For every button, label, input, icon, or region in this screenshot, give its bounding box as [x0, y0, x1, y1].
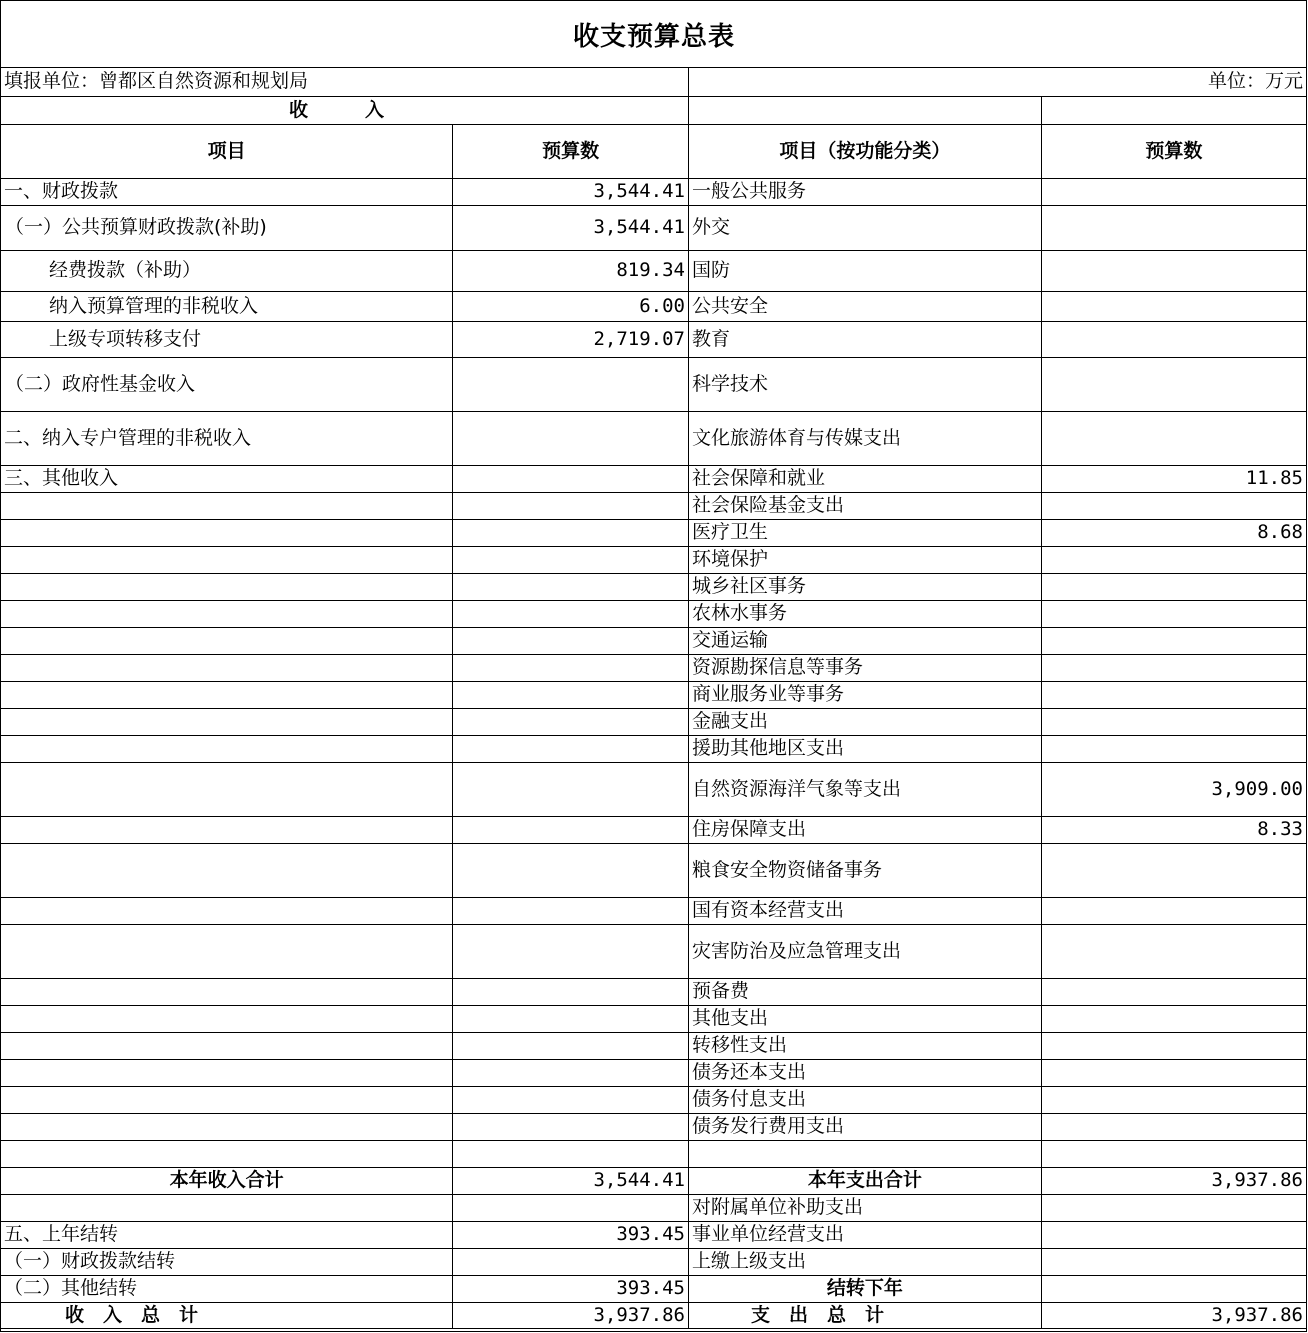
- expense-item: 文化旅游体育与传媒支出: [688, 411, 1041, 465]
- table-row: [1, 519, 1306, 546]
- income-item: 一、财政拨款: [1, 178, 453, 205]
- expense-item: 金融支出: [688, 708, 1041, 735]
- income-amount: [453, 1140, 689, 1167]
- expense-item: 国防: [688, 250, 1041, 291]
- expense-item: 住房保障支出: [688, 816, 1041, 843]
- income-amount: 3,544.41: [453, 178, 689, 205]
- grand-total-row: [1, 1302, 1306, 1328]
- income-grand-total-label: 收 入 总 计: [1, 1302, 453, 1328]
- table-row: [1, 411, 1306, 465]
- expense-amount: [1041, 1113, 1306, 1140]
- subsidy-label: 对附属单位补助支出: [688, 1194, 1041, 1221]
- expense-item: 债务付息支出: [688, 1086, 1041, 1113]
- income-grand-total-value: 3,937.86: [453, 1302, 689, 1328]
- expense-item: 公共安全: [688, 291, 1041, 321]
- income-amount: [453, 816, 689, 843]
- income-amount: [453, 465, 689, 492]
- expense-amount: [1041, 321, 1306, 357]
- expense-amount: [1041, 1086, 1306, 1113]
- blank-cell: [1041, 1221, 1306, 1248]
- expense-amount: [1041, 492, 1306, 519]
- table-row: [1, 978, 1306, 1005]
- expense-item: 农林水事务: [688, 600, 1041, 627]
- table-row: [1, 708, 1306, 735]
- expense-amount: 11.85: [1041, 465, 1306, 492]
- income-amount: [453, 1086, 689, 1113]
- expense-amount: 3,909.00: [1041, 762, 1306, 816]
- table-row: [1, 1005, 1306, 1032]
- income-item: [1, 735, 453, 762]
- col-expense-amount: 预算数: [1041, 124, 1306, 178]
- expense-item: 一般公共服务: [688, 178, 1041, 205]
- income-item: [1, 1005, 453, 1032]
- expense-item: 转移性支出: [688, 1032, 1041, 1059]
- subsidy-row: [1, 1194, 1306, 1221]
- expense-item: 环境保护: [688, 546, 1041, 573]
- expense-grand-total-value: 3,937.86: [1041, 1302, 1306, 1328]
- expense-amount: [1041, 178, 1306, 205]
- fill-unit-label: 填报单位：曾都区自然资源和规划局: [1, 68, 688, 96]
- income-item: [1, 519, 453, 546]
- income-amount: 3,544.41: [453, 205, 689, 250]
- income-amount: [453, 978, 689, 1005]
- carry-label: 五、上年结转: [1, 1221, 453, 1248]
- carry-fiscal-label: （一）财政拨款结转: [1, 1248, 453, 1275]
- carry-other-row: [1, 1275, 1306, 1302]
- income-item: [1, 600, 453, 627]
- income-amount: [453, 492, 689, 519]
- income-amount: [453, 411, 689, 465]
- col-income-amount: 预算数: [453, 124, 689, 178]
- income-amount: [453, 600, 689, 627]
- expense-item: 国有资本经营支出: [688, 897, 1041, 924]
- blank-cell: [453, 1248, 689, 1275]
- carry-row: [1, 1221, 1306, 1248]
- income-item: （二）政府性基金收入: [1, 357, 453, 411]
- expense-amount: [1041, 600, 1306, 627]
- table-row: [1, 1086, 1306, 1113]
- income-item: [1, 978, 453, 1005]
- year-expense-total-value: 3,937.86: [1041, 1167, 1306, 1194]
- income-amount: [453, 357, 689, 411]
- table-row: [1, 291, 1306, 321]
- table-row: [1, 897, 1306, 924]
- expense-item: 医疗卫生: [688, 519, 1041, 546]
- income-item: [1, 1113, 453, 1140]
- income-amount: [453, 546, 689, 573]
- expense-amount: [1041, 897, 1306, 924]
- section-row: [1, 96, 1306, 124]
- table-row: [1, 816, 1306, 843]
- income-item: [1, 924, 453, 978]
- blank-cell: [1041, 1275, 1306, 1302]
- income-amount: [453, 654, 689, 681]
- table-row: [1, 681, 1306, 708]
- expense-amount: [1041, 843, 1306, 897]
- expense-item: 交通运输: [688, 627, 1041, 654]
- income-item: [1, 681, 453, 708]
- expense-amount: [1041, 1140, 1306, 1167]
- income-item: 纳入预算管理的非税收入: [1, 291, 453, 321]
- income-amount: [453, 897, 689, 924]
- income-item: [1, 546, 453, 573]
- table-row: [1, 250, 1306, 291]
- budget-table: [1, 68, 1306, 1329]
- table-row: [1, 1140, 1306, 1167]
- income-item: [1, 492, 453, 519]
- income-amount: [453, 1113, 689, 1140]
- year-expense-total-label: 本年支出合计: [688, 1167, 1041, 1194]
- expense-item: 科学技术: [688, 357, 1041, 411]
- table-row: [1, 1059, 1306, 1086]
- blank-cell: [1041, 1194, 1306, 1221]
- income-item: 三、其他收入: [1, 465, 453, 492]
- page-title: 收支预算总表: [1, 0, 1307, 68]
- income-item: [1, 762, 453, 816]
- expense-amount: 8.68: [1041, 519, 1306, 546]
- remit-label: 上缴上级支出: [688, 1248, 1041, 1275]
- year-income-total-label: 本年收入合计: [1, 1167, 453, 1194]
- expense-item: 城乡社区事务: [688, 573, 1041, 600]
- expense-amount: [1041, 654, 1306, 681]
- carry-other-value: 393.45: [453, 1275, 689, 1302]
- table-row: [1, 654, 1306, 681]
- year-total-row: [1, 1167, 1306, 1194]
- expense-amount: [1041, 411, 1306, 465]
- expense-item: [688, 1140, 1041, 1167]
- blank-cell: [1041, 1248, 1306, 1275]
- expense-amount: [1041, 357, 1306, 411]
- blank-cell: [453, 1194, 689, 1221]
- table-row: [1, 735, 1306, 762]
- income-amount: [453, 843, 689, 897]
- income-amount: [453, 708, 689, 735]
- income-amount: 6.00: [453, 291, 689, 321]
- carry-value: 393.45: [453, 1221, 689, 1248]
- expense-item: 资源勘探信息等事务: [688, 654, 1041, 681]
- expense-amount: [1041, 627, 1306, 654]
- income-item: [1, 654, 453, 681]
- income-item: [1, 1086, 453, 1113]
- income-amount: [453, 1005, 689, 1032]
- income-section-label: 收 入: [1, 96, 688, 124]
- expense-amount: 8.33: [1041, 816, 1306, 843]
- income-amount: [453, 735, 689, 762]
- expense-amount: [1041, 1059, 1306, 1086]
- money-unit-label: 单位：万元: [688, 68, 1306, 96]
- table-row: [1, 321, 1306, 357]
- expense-amount: [1041, 546, 1306, 573]
- income-item: [1, 1032, 453, 1059]
- expense-item: 债务还本支出: [688, 1059, 1041, 1086]
- income-amount: [453, 681, 689, 708]
- table-row: [1, 492, 1306, 519]
- expense-amount: [1041, 735, 1306, 762]
- expense-amount: [1041, 573, 1306, 600]
- income-amount: 819.34: [453, 250, 689, 291]
- expense-amount: [1041, 681, 1306, 708]
- income-amount: [453, 627, 689, 654]
- income-amount: [453, 519, 689, 546]
- income-item: [1, 1140, 453, 1167]
- table-row: [1, 205, 1306, 250]
- table-row: [1, 357, 1306, 411]
- expense-item: 债务发行费用支出: [688, 1113, 1041, 1140]
- table-row: [1, 465, 1306, 492]
- expense-amount: [1041, 1005, 1306, 1032]
- income-item: 经费拨款（补助）: [1, 250, 453, 291]
- biz-expense-label: 事业单位经营支出: [688, 1221, 1041, 1248]
- income-item: 二、纳入专户管理的非税收入: [1, 411, 453, 465]
- income-amount: [453, 573, 689, 600]
- expense-amount: [1041, 250, 1306, 291]
- carry-fiscal-row: [1, 1248, 1306, 1275]
- table-row: [1, 762, 1306, 816]
- expense-item: 社会保障和就业: [688, 465, 1041, 492]
- expense-item: 外交: [688, 205, 1041, 250]
- expense-amount: [1041, 708, 1306, 735]
- table-row: [1, 546, 1306, 573]
- table-row: [1, 843, 1306, 897]
- expense-amount: [1041, 1032, 1306, 1059]
- expense-item: 其他支出: [688, 1005, 1041, 1032]
- section-blank-2: [1041, 96, 1306, 124]
- expense-amount: [1041, 205, 1306, 250]
- income-item: [1, 627, 453, 654]
- income-item: （一）公共预算财政拨款(补助): [1, 205, 453, 250]
- expense-item: 粮食安全物资储备事务: [688, 843, 1041, 897]
- expense-item: 社会保险基金支出: [688, 492, 1041, 519]
- income-item: [1, 843, 453, 897]
- table-row: [1, 600, 1306, 627]
- income-amount: 2,719.07: [453, 321, 689, 357]
- income-amount: [453, 924, 689, 978]
- expense-grand-total-label: 支 出 总 计: [688, 1302, 1041, 1328]
- expense-item: 灾害防治及应急管理支出: [688, 924, 1041, 978]
- table-row: [1, 573, 1306, 600]
- income-item: [1, 573, 453, 600]
- table-row: [1, 924, 1306, 978]
- expense-amount: [1041, 291, 1306, 321]
- col-income-item: 项目: [1, 124, 453, 178]
- expense-amount: [1041, 978, 1306, 1005]
- section-blank: [688, 96, 1041, 124]
- expense-item: 预备费: [688, 978, 1041, 1005]
- expense-amount: [1041, 924, 1306, 978]
- year-income-total-value: 3,544.41: [453, 1167, 689, 1194]
- header-unit-row: [1, 68, 1306, 96]
- income-item: 上级专项转移支付: [1, 321, 453, 357]
- carry-other-label: （二）其他结转: [1, 1275, 453, 1302]
- expense-item: 援助其他地区支出: [688, 735, 1041, 762]
- income-item: [1, 1059, 453, 1086]
- carry-next-label: 结转下年: [688, 1275, 1041, 1302]
- expense-item: 教育: [688, 321, 1041, 357]
- col-expense-item: 项目（按功能分类）: [688, 124, 1041, 178]
- blank-cell: [1, 1194, 453, 1221]
- column-header-row: [1, 124, 1306, 178]
- income-amount: [453, 1032, 689, 1059]
- income-item: [1, 816, 453, 843]
- table-row: [1, 1032, 1306, 1059]
- income-item: [1, 897, 453, 924]
- expense-item: 商业服务业等事务: [688, 681, 1041, 708]
- table-row: [1, 627, 1306, 654]
- table-row: [1, 178, 1306, 205]
- income-item: [1, 708, 453, 735]
- income-amount: [453, 762, 689, 816]
- income-amount: [453, 1059, 689, 1086]
- expense-item: 自然资源海洋气象等支出: [688, 762, 1041, 816]
- table-row: [1, 1113, 1306, 1140]
